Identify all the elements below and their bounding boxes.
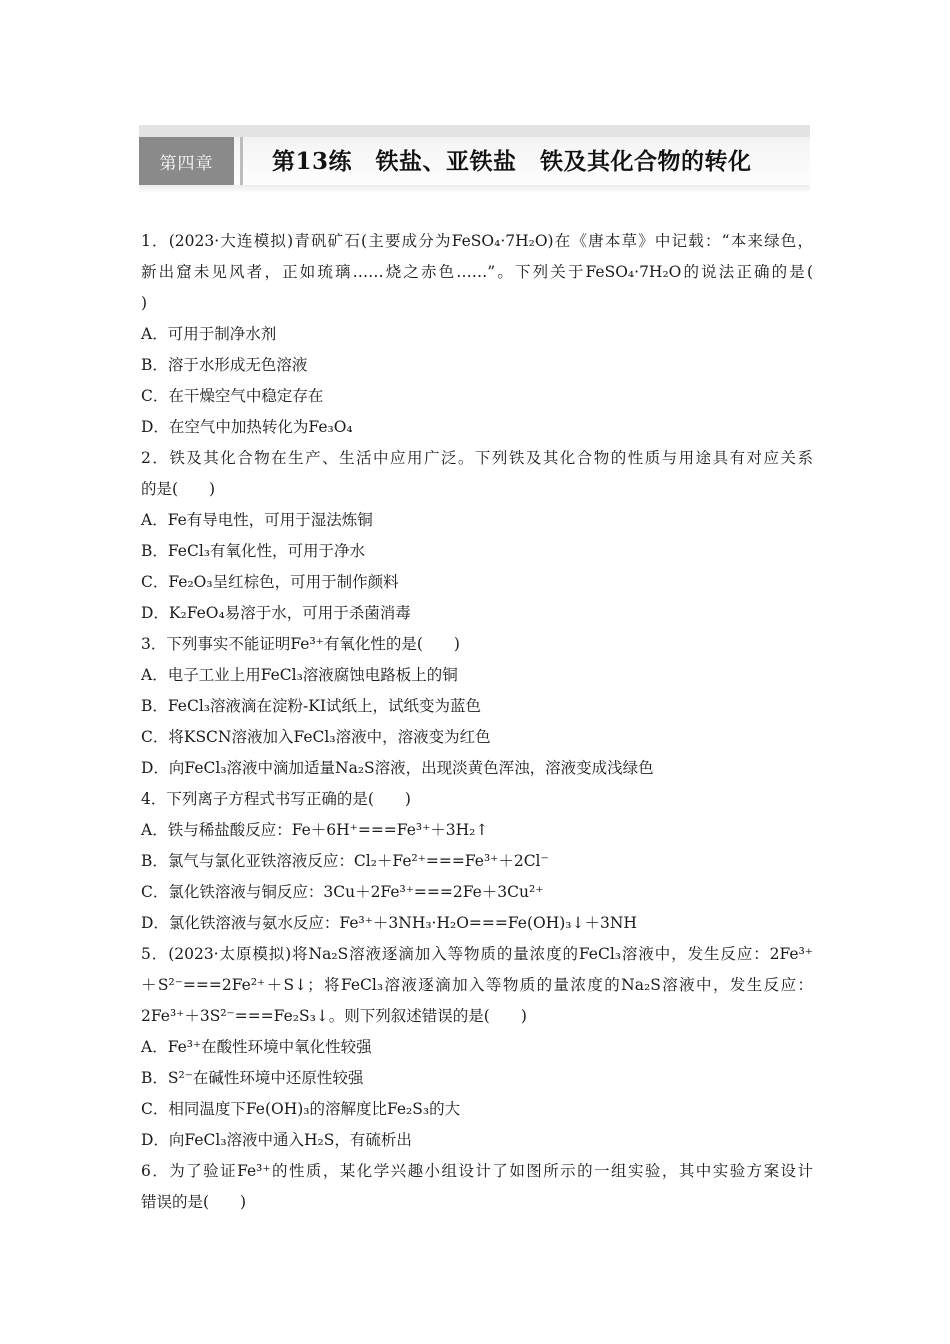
q5-stem-line2: ＋S²⁻===2Fe²⁺＋S↓；将FeCl₃溶液逐滴加入等物质的量浓度的Na₂S溶液中，发生反应： <box>141 976 813 994</box>
q3-option-d: D．向FeCl₃溶液中滴加适量Na₂S溶液，出现淡黄色浑浊，溶液变成浅绿色 <box>141 759 654 777</box>
q6-stem-line1: 6．为了验证Fe³⁺的性质，某化学兴趣小组设计了如图所示的一组实验，其中实验方案设计 <box>141 1162 813 1180</box>
q4-option-c: C．氯化铁溶液与铜反应：3Cu＋2Fe³⁺===2Fe＋3Cu²⁺ <box>141 883 544 901</box>
q1-stem-line1: 1．(2023·大连模拟)青矾矿石(主要成分为FeSO₄·7H₂O)在《唐本草》中记载：“本来绿色， <box>141 232 813 250</box>
q5-option-d: D．向FeCl₃溶液中通入H₂S，有硫析出 <box>141 1131 412 1149</box>
q6-stem-line2: 错误的是( ) <box>141 1193 247 1211</box>
q3-stem: 3．下列事实不能证明Fe³⁺有氧化性的是( ) <box>141 635 460 653</box>
q2-stem-line1: 2．铁及其化合物在生产、生活中应用广泛。下列铁及其化合物的性质与用途具有对应关系 <box>141 449 813 467</box>
q4-option-b: B．氯气与氯化亚铁溶液反应：Cl₂＋Fe²⁺===Fe³⁺＋2Cl⁻ <box>141 852 549 870</box>
question-list <box>141 226 813 1218</box>
q3-option-c: C．将KSCN溶液加入FeCl₃溶液中，溶液变为红色 <box>141 728 491 746</box>
q4-option-d: D．氯化铁溶液与氨水反应：Fe³⁺＋3NH₃·H₂O===Fe(OH)₃↓＋3NH <box>141 914 637 932</box>
q4-option-a: A．铁与稀盐酸反应：Fe＋6H⁺===Fe³⁺＋3H₂↑ <box>141 821 489 839</box>
q5-option-b: B．S²⁻在碱性环境中还原性较强 <box>141 1069 364 1087</box>
lesson-title: 第13练 铁盐、亚铁盐 铁及其化合物的转化 <box>272 148 752 175</box>
q1-option-c: C．在干燥空气中稳定存在 <box>141 387 324 405</box>
q3-option-b: B．FeCl₃溶液滴在淀粉-KI试纸上，试纸变为蓝色 <box>141 697 481 715</box>
q2-option-d: D．K₂FeO₄易溶于水，可用于杀菌消毒 <box>141 604 411 622</box>
q5-stem-line3: 2Fe³⁺＋3S²⁻===Fe₂S₃↓。则下列叙述错误的是( ) <box>141 1007 527 1025</box>
q3-option-a: A．电子工业上用FeCl₃溶液腐蚀电路板上的铜 <box>141 666 458 684</box>
q5-option-a: A．Fe³⁺在酸性环境中氧化性较强 <box>141 1038 372 1056</box>
q2-option-b: B．FeCl₃有氧化性，可用于净水 <box>141 542 366 560</box>
q2-stem-line2: 的是( ) <box>141 480 216 498</box>
header-bottom-shade <box>139 185 810 193</box>
q1-option-a: A．可用于制净水剂 <box>141 325 277 343</box>
q5-stem-line1: 5．(2023·太原模拟)将Na₂S溶液逐滴加入等物质的量浓度的FeCl₃溶液中，发生反应：2Fe³⁺ <box>141 945 813 963</box>
q1-option-b: B．溶于水形成无色溶液 <box>141 356 308 374</box>
q4-stem: 4．下列离子方程式书写正确的是( ) <box>141 790 411 808</box>
chapter-tab: 第四章 <box>139 137 234 185</box>
q1-stem-line3: ) <box>141 294 148 312</box>
q2-option-a: A．Fe有导电性，可用于湿法炼铜 <box>141 511 373 529</box>
title-divider <box>240 137 243 185</box>
header-top-line <box>139 125 810 137</box>
q5-option-c: C．相同温度下Fe(OH)₃的溶解度比Fe₂S₃的大 <box>141 1100 461 1118</box>
q2-option-c: C．Fe₂O₃呈红棕色，可用于制作颜料 <box>141 573 399 591</box>
q1-option-d: D．在空气中加热转化为Fe₃O₄ <box>141 418 353 436</box>
q1-stem-line2: 新出窟未见风者，正如琉璃……烧之赤色……”。下列关于FeSO₄·7H₂O的说法正确的是( <box>141 263 813 281</box>
